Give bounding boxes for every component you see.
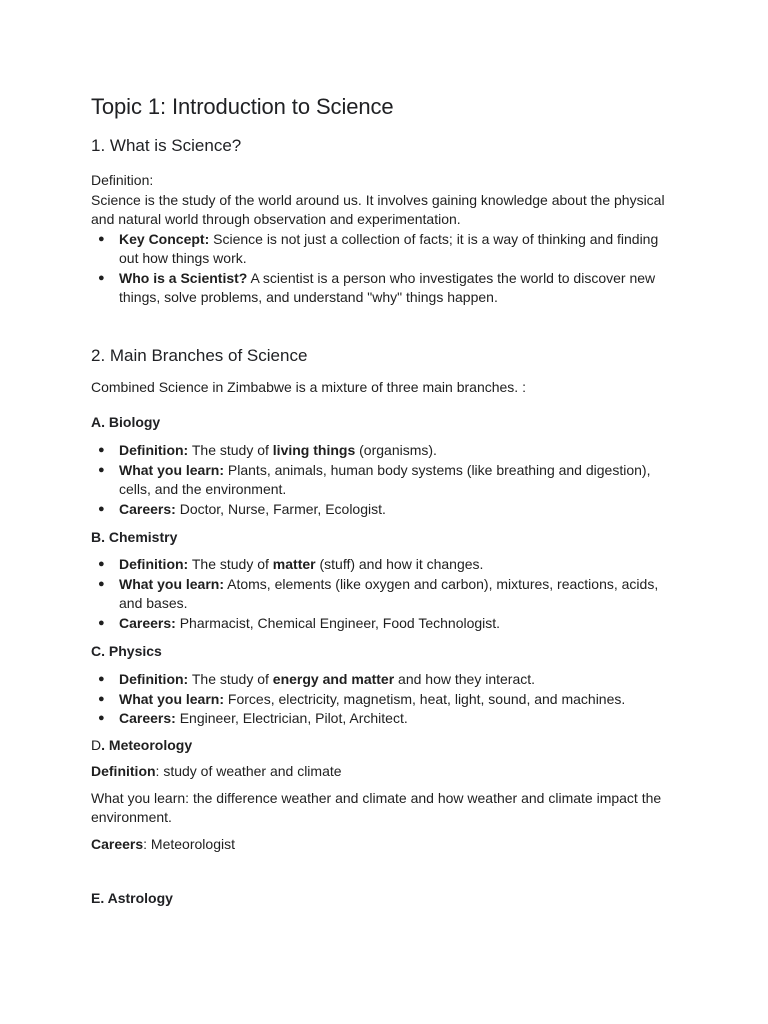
bullet-icon: ● — [98, 558, 105, 570]
list-item-label: What you learn: — [119, 690, 225, 707]
bullet-icon: ● — [98, 692, 105, 705]
careers-label: Careers — [91, 835, 144, 852]
list-item-label: What you learn: — [119, 461, 225, 478]
list-item-who-is-scientist — [91, 269, 672, 308]
subheading-meteorology — [91, 736, 672, 756]
bullet-icon: ● — [98, 232, 105, 245]
list-item-text: (organisms). — [355, 442, 437, 458]
list-item-label: Definition: — [119, 442, 189, 458]
list-item-label: Careers: — [119, 500, 176, 517]
biology-bullet-list — [91, 441, 672, 519]
list-item-text: (stuff) and how it changes. — [315, 556, 484, 572]
bullet-icon: ● — [98, 616, 105, 629]
definition-label: Definition: — [91, 172, 154, 188]
bullet-icon: ● — [98, 673, 105, 685]
list-item-text: Atoms, elements (like oxygen and carbon), mixtures, reactions, acids, and bases. — [119, 575, 659, 611]
bullet-icon: ● — [98, 444, 105, 456]
physics-bullet-list — [91, 670, 672, 729]
bullet-icon: ● — [98, 463, 105, 476]
definition-label: Definition — [91, 763, 156, 779]
list-item-definition — [91, 555, 672, 575]
section-heading-what-is-science: 1. What is Science? — [91, 136, 242, 155]
list-item-emphasis: energy and matter — [272, 671, 395, 687]
list-item-what-you-learn — [91, 575, 672, 614]
meteorology-careers — [91, 835, 672, 855]
section-heading-main-branches: 2. Main Branches of Science — [91, 345, 308, 365]
heading-text: . Meteorology — [101, 736, 193, 753]
list-item-definition — [91, 670, 672, 690]
list-item-emphasis: matter — [272, 556, 316, 572]
subheading-physics: C. Physics — [91, 643, 162, 659]
chemistry-bullet-list — [91, 555, 672, 633]
list-item-label: What you learn: — [119, 575, 225, 592]
subheading-chemistry: B. Chemistry — [91, 529, 178, 545]
list-item-text: Pharmacist, Chemical Engineer, Food Technologist. — [175, 614, 501, 631]
list-item-text: Forces, electricity, magnetism, heat, light, sound, and machines. — [224, 690, 626, 707]
bullet-icon: ● — [98, 271, 105, 284]
meteorology-what-you-learn: What you learn: the difference weather and climate and how weather and climate impact the environment. — [91, 789, 662, 825]
list-item-careers — [91, 500, 672, 520]
list-item-text: The study of — [188, 671, 273, 687]
list-item-text: Science is not just a collection of facts; it is a way of thinking and finding out how things work. — [119, 230, 659, 266]
list-item-label: Who is a Scientist? — [119, 269, 248, 286]
subheading-biology: A. Biology — [91, 414, 161, 430]
list-item-text: The study of — [188, 556, 273, 572]
list-item-text: Doctor, Nurse, Farmer, Ecologist. — [175, 500, 386, 517]
careers-text: : Meteorologist — [143, 835, 235, 852]
heading-prefix: D — [91, 736, 102, 753]
list-item-label: Definition: — [119, 671, 189, 687]
list-item-text: Engineer, Electrician, Pilot, Architect. — [175, 710, 408, 726]
list-item-label: Key Concept: — [119, 230, 210, 247]
section2-intro: Combined Science in Zimbabwe is a mixture of three main branches. : — [91, 378, 526, 395]
list-item-what-you-learn — [91, 461, 672, 500]
list-item-label: Careers: — [119, 710, 176, 726]
list-item-label: Careers: — [119, 614, 176, 631]
list-item-label: Definition: — [119, 556, 189, 572]
list-item-emphasis: living things — [272, 442, 356, 458]
list-item-key-concept — [91, 230, 672, 269]
section1-bullet-list — [91, 230, 672, 308]
document-title: Topic 1: Introduction to Science — [91, 94, 394, 119]
subheading-astrology: E. Astrology — [91, 890, 173, 906]
list-item-careers — [91, 614, 672, 634]
list-item-text: The study of — [188, 442, 273, 458]
list-item-definition — [91, 441, 672, 461]
list-item-text: A scientist is a person who investigates the world to discover new things, solve problems, and understand "why" things happen. — [119, 269, 656, 305]
list-item-what-you-learn — [91, 690, 672, 710]
list-item-text: and how they interact. — [394, 671, 536, 687]
list-item-careers — [91, 709, 672, 729]
list-item-text: Plants, animals, human body systems (like breathing and digestion), cells, and the environment. — [119, 461, 651, 497]
bullet-icon: ● — [98, 502, 105, 515]
bullet-icon: ● — [98, 577, 105, 590]
definition-text: : study of weather and climate — [155, 763, 342, 779]
meteorology-definition — [91, 762, 672, 782]
bullet-icon: ● — [98, 712, 105, 724]
definition-text: Science is the study of the world around us. It involves gaining knowledge about the physical and natural world through observation and experimentation. — [91, 191, 665, 227]
